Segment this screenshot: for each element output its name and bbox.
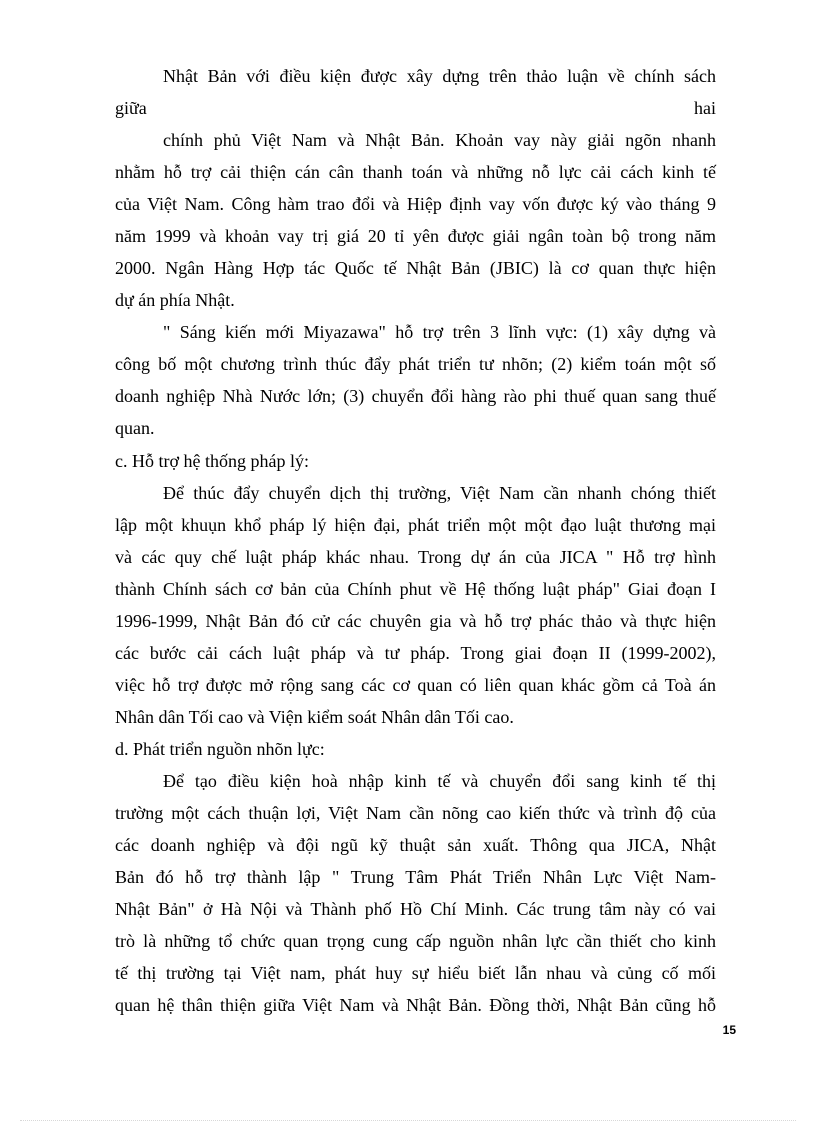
text-line: các doanh nghiệp và đội ngũ kỹ thuật sản xuất. Thông qua JICA, Nhật <box>115 835 716 855</box>
page-number: 15 <box>722 1023 736 1037</box>
text-line: thành Chính sách cơ bản của Chính phut về Hệ thống luật pháp" Giai đoạn I <box>115 579 716 599</box>
text-line: Bản đó hỗ trợ thành lập " Trung Tâm Phát Triển Nhân Lực Việt Nam- <box>115 867 716 887</box>
footer-divider <box>20 1120 796 1121</box>
text-line: tế thị trường tại Việt nam, phát huy sự hiểu biết lẫn nhau và củng cố mối <box>115 963 716 983</box>
text-line: Nhân dân Tối cao và Viện kiểm soát Nhân dân Tối cao. <box>115 707 514 727</box>
section-heading: d. Phát triển nguồn nhõn lực: <box>115 739 325 759</box>
text-line: năm 1999 và khoản vay trị giá 20 tỉ yên được giải ngân toàn bộ trong năm <box>115 226 716 246</box>
text-line: nhằm hỗ trợ cải thiện cán cân thanh toán và những nỗ lực cải cách kinh tế <box>115 162 716 182</box>
text-line: 1996-1999, Nhật Bản đó cử các chuyên gia và hỗ trợ phác thảo và thực hiện <box>115 611 716 631</box>
text-line: trường một cách thuận lợi, Việt Nam cần nõng cao kiến thức và trình độ của <box>115 803 716 823</box>
text-line: Để thúc đẩy chuyển dịch thị trường, Việt Nam cần nhanh chóng thiết <box>163 483 716 503</box>
section-heading: c. Hỗ trợ hệ thống pháp lý: <box>115 451 309 471</box>
text-line: Để tạo điều kiện hoà nhập kinh tế và chuyển đổi sang kinh tế thị <box>163 771 716 791</box>
text-line: dự án phía Nhật. <box>115 290 235 310</box>
text-line: của Việt Nam. Công hàm trao đổi và Hiệp định vay vốn được ký vào tháng 9 <box>115 194 716 214</box>
text-line: quan hệ thân thiện giữa Việt Nam và Nhật Bản. Đồng thời, Nhật Bản cũng hỗ <box>115 995 716 1015</box>
text-line: Nhật Bản với điều kiện được xây dựng trên thảo luận về chính sách <box>163 66 716 86</box>
text-line: quan. <box>115 418 155 438</box>
text-line: Nhật Bản" ở Hà Nội và Thành phố Hồ Chí Minh. Các trung tâm này có vai <box>115 899 716 919</box>
text-line: doanh nghiệp Nhà Nước lớn; (3) chuyển đổi hàng rào phi thuế quan sang thuế <box>115 386 716 406</box>
text-fragment: hai <box>694 98 716 118</box>
text-line: 2000. Ngân Hàng Hợp tác Quốc tế Nhật Bản (JBIC) là cơ quan thực hiện <box>115 258 716 278</box>
text-line: trò là những tổ chức quan trọng cung cấp nguồn nhân lực cần thiết cho kinh <box>115 931 716 951</box>
text-line: công bố một chương trình thúc đẩy phát triển tư nhõn; (2) kiểm toán một số <box>115 354 716 374</box>
text-line: các bước cải cách luật pháp và tư pháp. Trong giai đoạn II (1999-2002), <box>115 643 716 663</box>
text-line: " Sáng kiến mới Miyazawa" hỗ trợ trên 3 lĩnh vực: (1) xây dựng và <box>163 322 716 342</box>
text-line: và các quy chế luật pháp khác nhau. Trong dự án của JICA " Hỗ trợ hình <box>115 547 716 567</box>
text-fragment: giữa <box>115 98 147 118</box>
text-line <box>115 96 716 120</box>
text-line: việc hỗ trợ được mở rộng sang các cơ quan có liên quan khác gồm cả Toà án <box>115 675 716 695</box>
text-line: chính phủ Việt Nam và Nhật Bản. Khoản vay này giải ngõn nhanh <box>163 130 716 150</box>
text-line: lập một khuụn khổ pháp lý hiện đại, phát triển một một đạo luật thương mại <box>115 515 716 535</box>
